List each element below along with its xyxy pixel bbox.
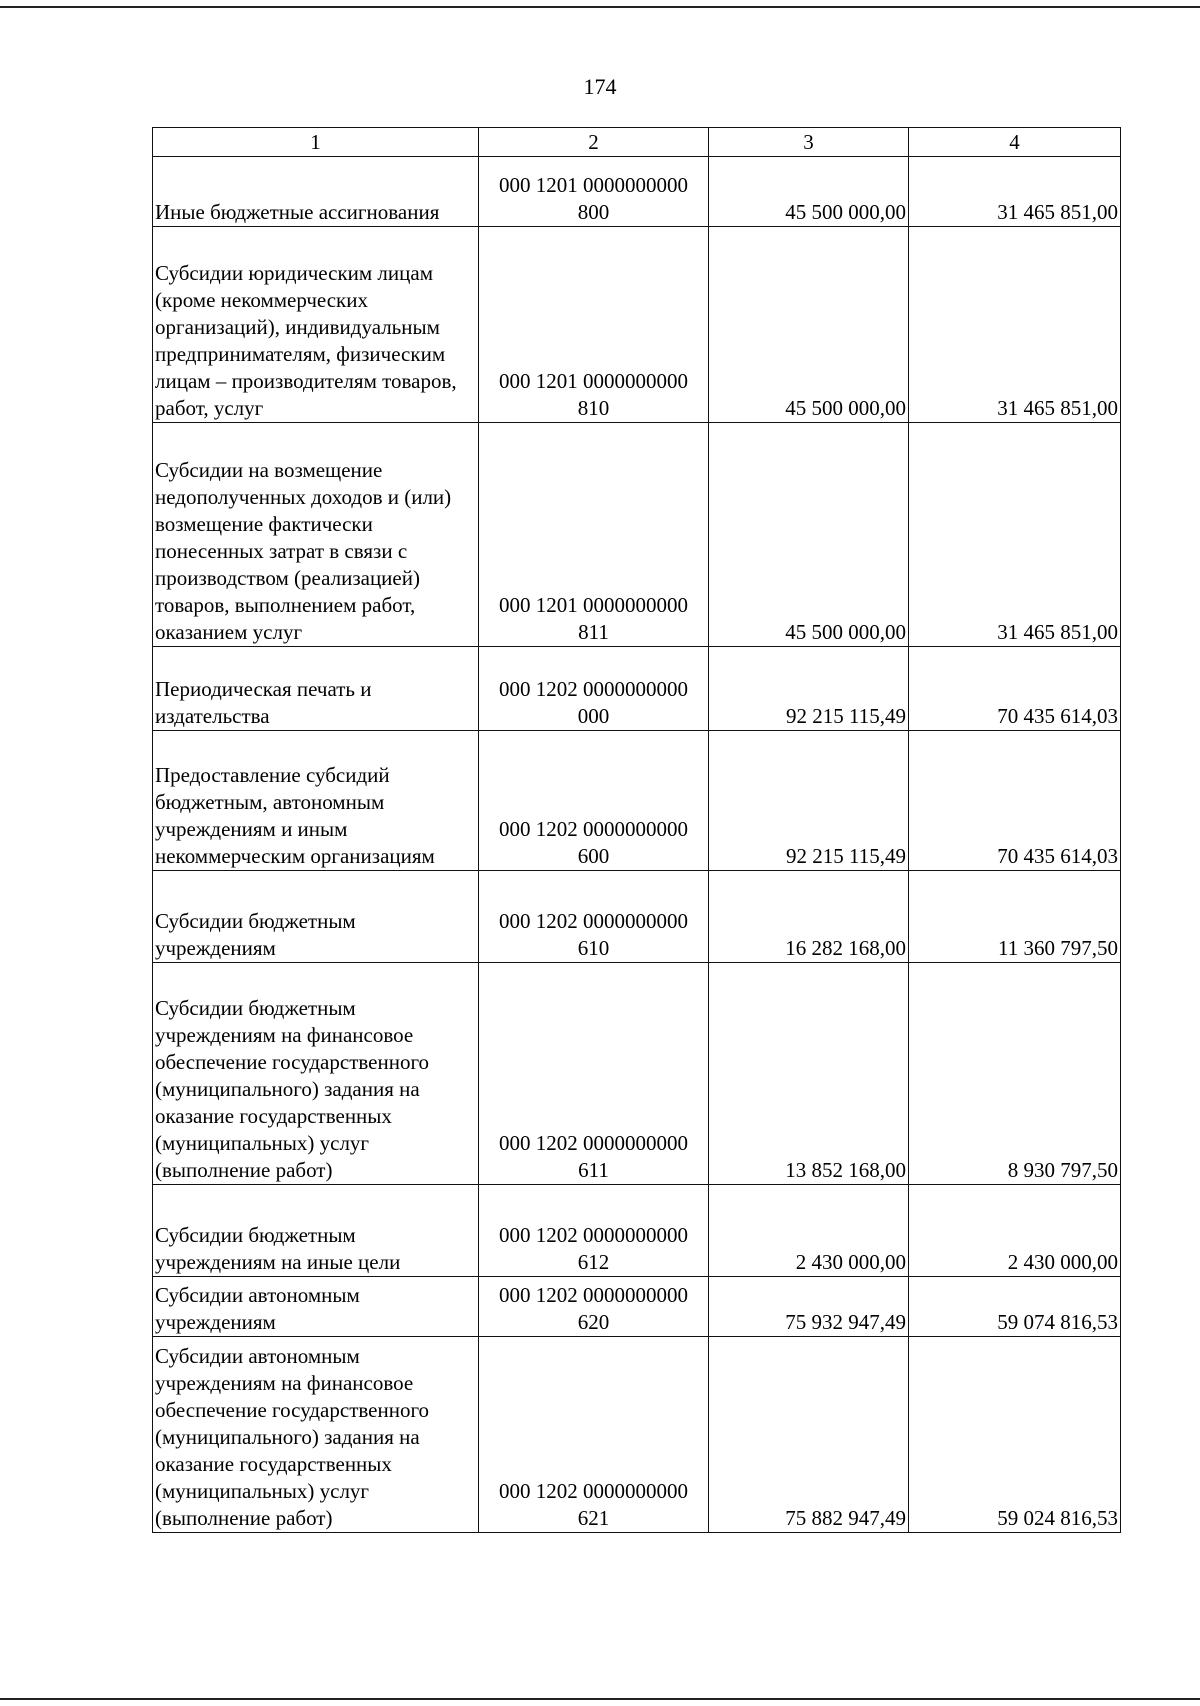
column-header-4: 4 <box>909 128 1121 157</box>
row-name: Субсидии бюджетным учреждениям на финансовое обеспечение государственного (муниципального) задания на оказание государственных (муниципальных) услуг (выполнение работ) <box>153 963 479 1185</box>
row-name: Субсидии автономным учреждениям на финансовое обеспечение государственного (муниципального) задания на оказание государственных (муниципальных) услуг (выполнение работ) <box>153 1337 479 1533</box>
row-value-col3: 75 932 947,49 <box>709 1277 909 1337</box>
row-value-col3: 45 500 000,00 <box>709 227 909 423</box>
code-part-2: 621 <box>577 1506 610 1530</box>
row-code <box>479 1337 709 1533</box>
page-top-border <box>0 6 1200 8</box>
table-row <box>153 731 1121 871</box>
row-name: Периодическая печать и издательства <box>153 647 479 731</box>
page-number: 174 <box>583 74 617 99</box>
row-value-col3: 45 500 000,00 <box>709 157 909 227</box>
table-row <box>153 1337 1121 1533</box>
code-part-1: 000 1202 0000000000 <box>499 677 688 701</box>
table-row <box>153 1185 1121 1277</box>
row-value-col4: 70 435 614,03 <box>909 731 1121 871</box>
table-row <box>153 871 1121 963</box>
code-part-1: 000 1202 0000000000 <box>499 1223 688 1247</box>
row-name: Субсидии автономным учреждениям <box>153 1277 479 1337</box>
row-value-col3: 92 215 115,49 <box>709 647 909 731</box>
code-part-1: 000 1202 0000000000 <box>499 1131 688 1155</box>
code-part-1: 000 1201 0000000000 <box>499 593 688 617</box>
row-value-col4: 31 465 851,00 <box>909 423 1121 647</box>
row-name: Предоставление субсидий бюджетным, автономным учреждениям и иным некоммерческим организациям <box>153 731 479 871</box>
row-code <box>479 963 709 1185</box>
row-value-col3: 92 215 115,49 <box>709 731 909 871</box>
code-part-2: 610 <box>577 936 610 960</box>
column-header-3: 3 <box>709 128 909 157</box>
code-part-1: 000 1202 0000000000 <box>499 909 688 933</box>
column-header-2: 2 <box>479 128 709 157</box>
row-name: Субсидии юридическим лицам (кроме некоммерческих организаций), индивидуальным предпринимателям, физическим лицам – производителям товаров, работ, услуг <box>153 227 479 423</box>
budget-table <box>152 127 1121 1533</box>
code-part-2: 000 <box>577 704 610 728</box>
row-code <box>479 157 709 227</box>
row-code <box>479 1277 709 1337</box>
page-bottom-border <box>0 1698 1200 1700</box>
row-code <box>479 423 709 647</box>
table-row <box>153 423 1121 647</box>
row-code <box>479 731 709 871</box>
row-value-col3: 13 852 168,00 <box>709 963 909 1185</box>
code-part-2: 810 <box>577 396 610 420</box>
column-header-1: 1 <box>153 128 479 157</box>
row-code <box>479 1185 709 1277</box>
code-part-2: 620 <box>577 1310 610 1334</box>
row-value-col3: 2 430 000,00 <box>709 1185 909 1277</box>
row-value-col4: 31 465 851,00 <box>909 227 1121 423</box>
row-name: Субсидии бюджетным учреждениям <box>153 871 479 963</box>
table-row <box>153 647 1121 731</box>
row-value-col4: 31 465 851,00 <box>909 157 1121 227</box>
row-code <box>479 871 709 963</box>
code-part-1: 000 1202 0000000000 <box>499 1479 688 1503</box>
row-value-col3: 75 882 947,49 <box>709 1337 909 1533</box>
code-part-1: 000 1202 0000000000 <box>499 817 688 841</box>
code-part-2: 600 <box>577 844 610 868</box>
code-part-2: 611 <box>578 1158 609 1182</box>
row-name: Субсидии на возмещение недополученных доходов и (или) возмещение фактически понесенных затрат в связи с производством (реализацией) товаров, выполнением работ, оказанием услуг <box>153 423 479 647</box>
row-code <box>479 227 709 423</box>
table-row <box>153 227 1121 423</box>
code-part-2: 612 <box>577 1250 610 1274</box>
code-part-1: 000 1202 0000000000 <box>499 1283 688 1307</box>
row-value-col4: 8 930 797,50 <box>909 963 1121 1185</box>
row-name: Субсидии бюджетным учреждениям на иные цели <box>153 1185 479 1277</box>
row-value-col4: 59 024 816,53 <box>909 1337 1121 1533</box>
row-value-col4: 11 360 797,50 <box>909 871 1121 963</box>
row-value-col3: 16 282 168,00 <box>709 871 909 963</box>
code-part-1: 000 1201 0000000000 <box>499 173 688 197</box>
row-value-col4: 59 074 816,53 <box>909 1277 1121 1337</box>
row-value-col3: 45 500 000,00 <box>709 423 909 647</box>
table-row <box>153 157 1121 227</box>
code-part-2: 800 <box>577 200 610 224</box>
table-row <box>153 1277 1121 1337</box>
table-row <box>153 963 1121 1185</box>
row-value-col4: 70 435 614,03 <box>909 647 1121 731</box>
row-name: Иные бюджетные ассигнования <box>153 157 479 227</box>
code-part-2: 811 <box>578 620 609 644</box>
code-part-1: 000 1201 0000000000 <box>499 369 688 393</box>
row-value-col4: 2 430 000,00 <box>909 1185 1121 1277</box>
table-header-row <box>153 128 1121 157</box>
row-code <box>479 647 709 731</box>
